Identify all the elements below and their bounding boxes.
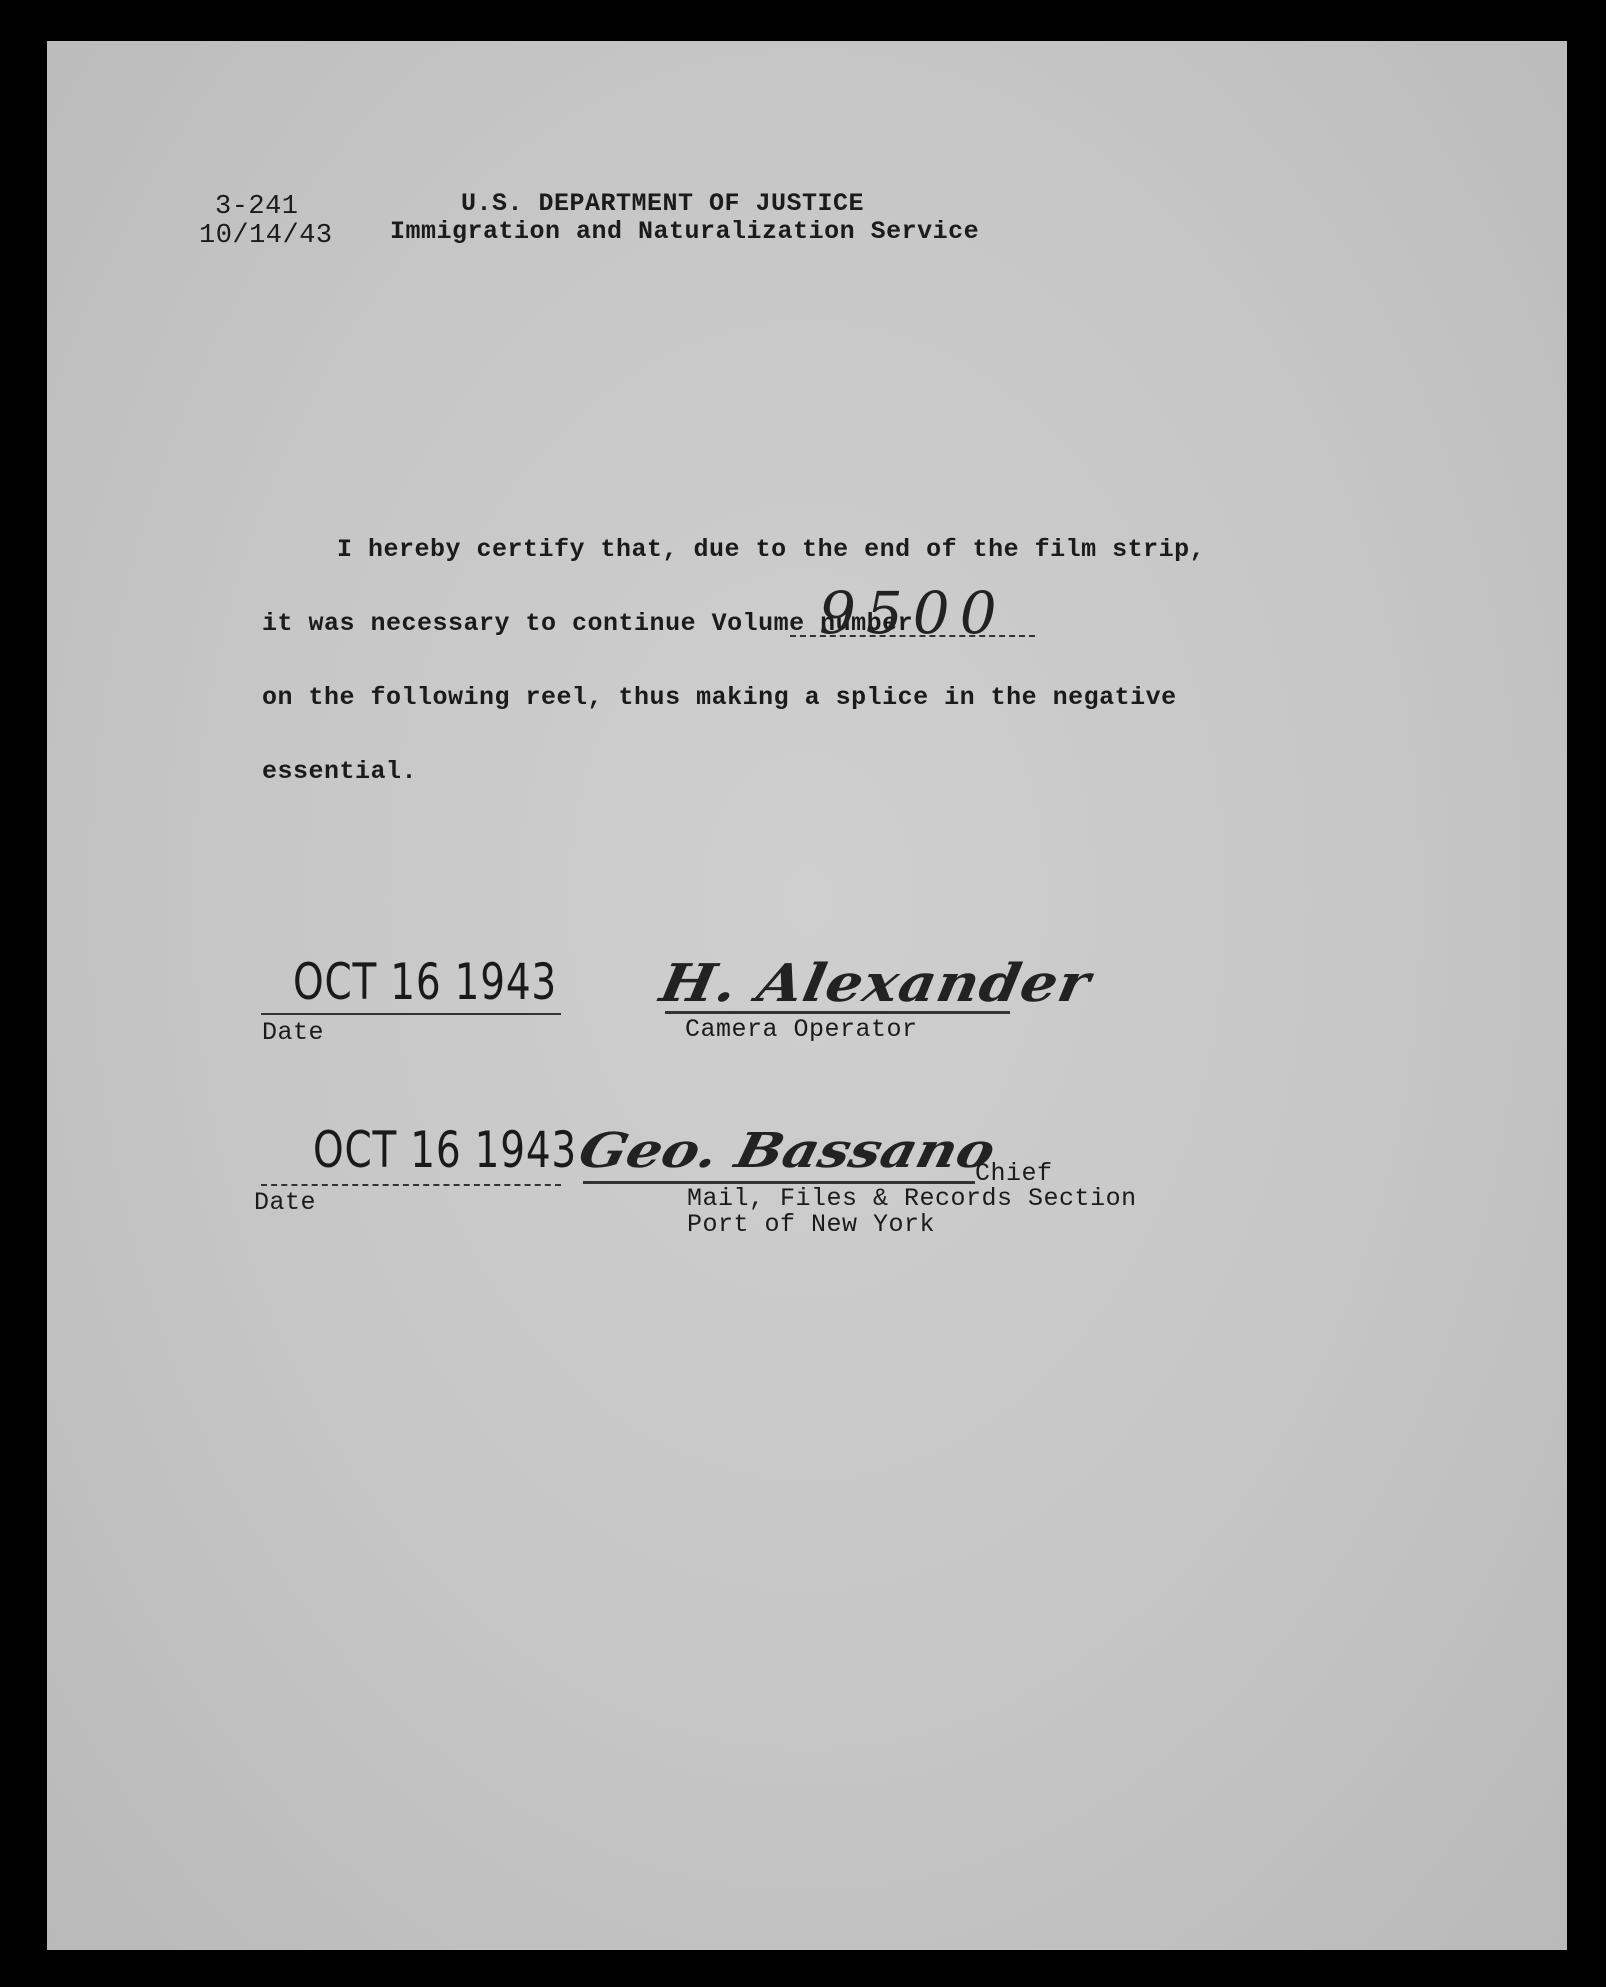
date-line-camera bbox=[261, 1013, 561, 1015]
document-sheet bbox=[47, 41, 1567, 1950]
date-label-chief: Date bbox=[254, 1188, 317, 1217]
service-title: Immigration and Naturalization Service bbox=[390, 217, 980, 246]
date-stamp-chief: OCT 16 1943 bbox=[313, 1121, 578, 1179]
camera-operator-signature: H. Alexander bbox=[655, 953, 1096, 1014]
form-number: 3-241 bbox=[215, 192, 299, 222]
certification-line-2: it was necessary to continue Volume number bbox=[262, 609, 914, 638]
chief-signature: Geo. Bassano bbox=[573, 1123, 1001, 1179]
signature-line-camera bbox=[665, 1011, 1010, 1014]
chief-title: Chief bbox=[975, 1159, 1053, 1188]
certification-line-1: I hereby certify that, due to the end of the film strip, bbox=[337, 535, 1206, 564]
certification-line-3: on the following reel, thus making a splice in the negative bbox=[262, 683, 1177, 712]
camera-operator-title: Camera Operator bbox=[685, 1015, 918, 1044]
chief-port: Port of New York bbox=[687, 1210, 936, 1239]
department-title: U.S. DEPARTMENT OF JUSTICE bbox=[461, 189, 865, 218]
date-stamp-camera: OCT 16 1943 bbox=[293, 953, 558, 1011]
volume-number-handwritten: 9500 bbox=[819, 579, 1007, 647]
date-line-chief bbox=[261, 1184, 561, 1186]
date-label-camera: Date bbox=[262, 1018, 325, 1047]
form-date: 10/14/43 bbox=[199, 221, 333, 251]
certification-line-4: essential. bbox=[262, 757, 418, 786]
chief-section: Mail, Files & Records Section bbox=[687, 1184, 1137, 1213]
